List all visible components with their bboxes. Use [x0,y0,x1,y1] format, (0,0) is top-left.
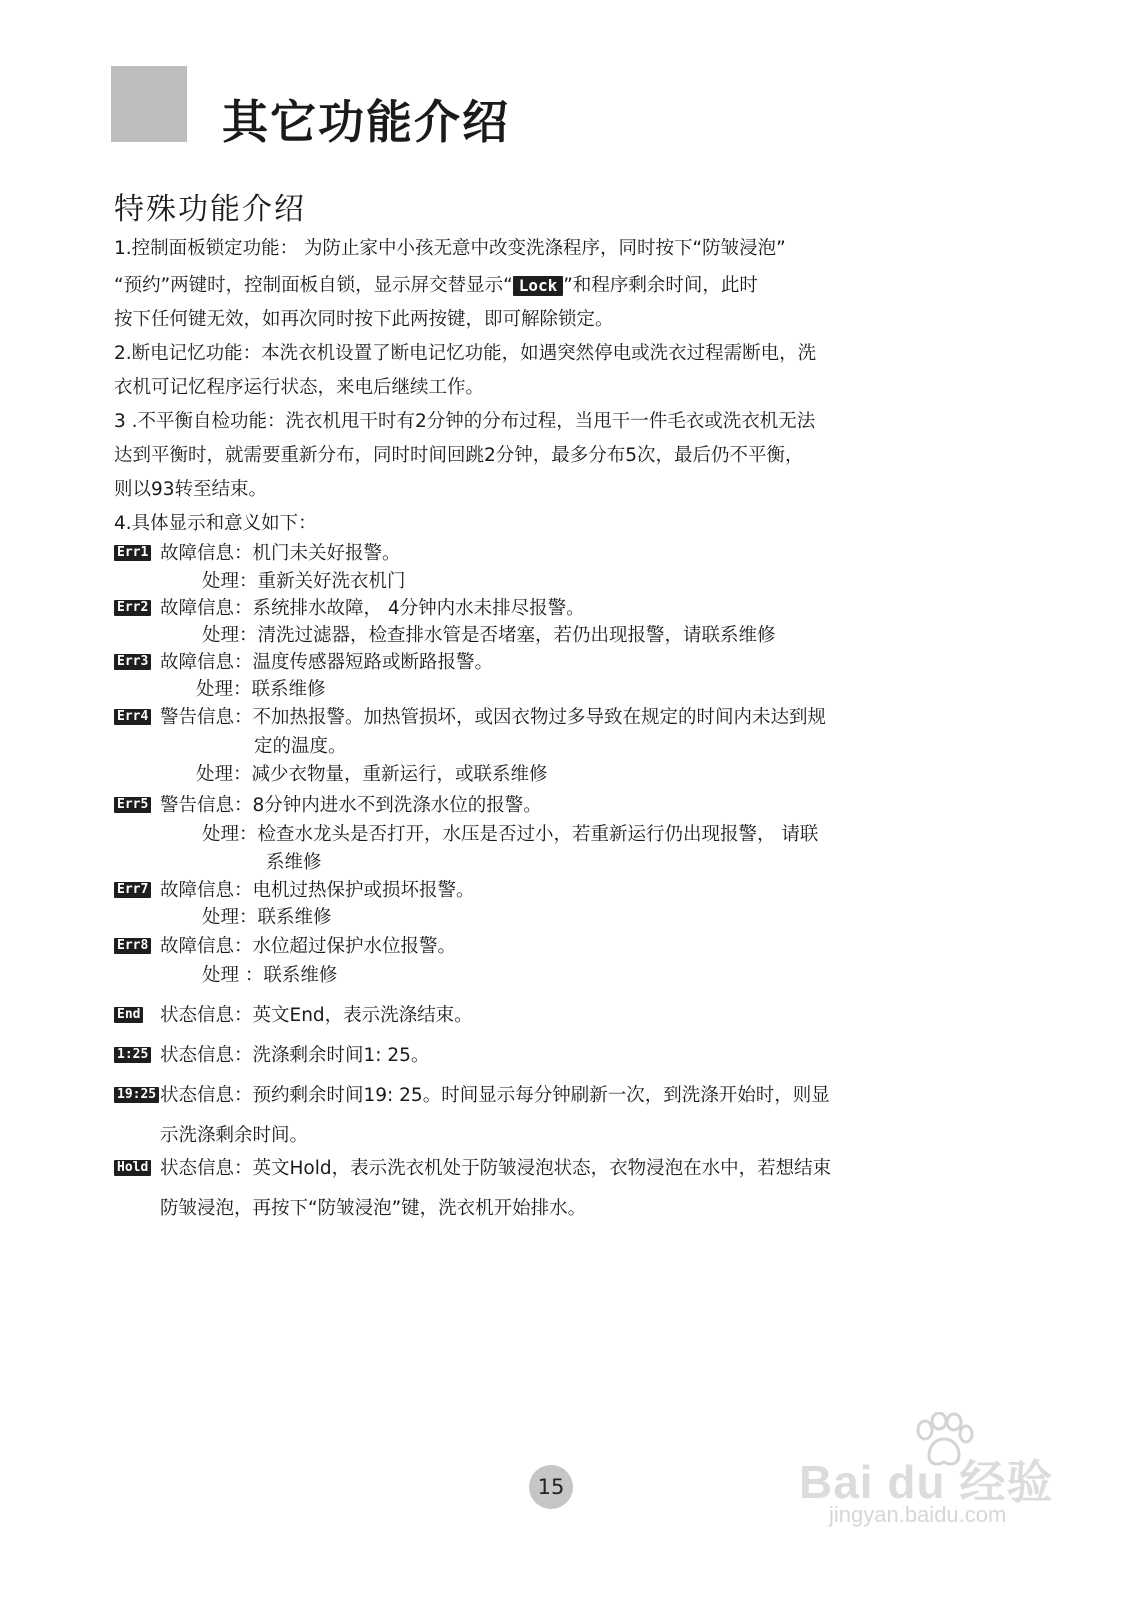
feature-3-line-1: 3 .不平衡自检功能：洗衣机甩干时有2分钟的分布过程，当甩干一件毛衣或洗衣机无法 [114,411,816,432]
feature-3-line-2: 达到平衡时，就需要重新分布，同时时间回跳2分钟，最多分布5次，最后仍不平衡， [114,445,804,466]
err2-action: 处理：清洗过滤器，检查排水管是否堵塞，若仍出现报警，请联系维修 [202,625,776,646]
err3-display: Err3 [114,654,151,670]
err8-display: Err8 [114,938,151,954]
baidu-watermark [799,1412,1054,1532]
feature-2-line-2: 衣机可记忆程序运行状态，来电后继续工作。 [114,377,485,398]
end-display: End [114,1007,143,1023]
err7-action: 处理：联系维修 [202,907,332,928]
delay-time-info: 状态信息：预约剩余时间19: 25。时间显示每分钟刷新一次，到洗涤开始时，则显 [160,1085,830,1106]
feature-2-line-1: 2.断电记忆功能：本洗衣机设置了断电记忆功能，如遇突然停电或洗衣过程需断电，洗 [114,343,817,364]
section-title: 特殊功能介绍 [114,192,306,227]
err4-action: 处理：减少衣物量，重新运行，或联系维修 [196,764,548,785]
err4-display: Err4 [114,709,151,725]
err1-info: 故障信息：机门未关好报警。 [160,543,401,564]
err7-info: 故障信息：电机过热保护或损坏报警。 [160,880,475,901]
feature-1-line-2-pre: “预约”两键时，控制面板自锁，显示屏交替显示“ [114,275,513,296]
err5-action: 处理：检查水龙头是否打开，水压是否过小，若重新运行仍出现报警， 请联 [202,824,819,845]
hold-display: Hold [114,1160,151,1176]
err7-display: Err7 [114,882,151,898]
err3-info: 故障信息：温度传感器短路或断路报警。 [160,652,494,673]
err5-display: Err5 [114,797,151,813]
hold-info: 状态信息：英文Hold，表示洗衣机处于防皱浸泡状态，衣物浸泡在水中，若想结束 [160,1158,832,1179]
watermark-domain: jingyan.baidu.com [829,1502,1007,1527]
err8-info: 故障信息：水位超过保护水位报警。 [160,936,457,957]
err1-action: 处理：重新关好洗衣机门 [202,571,406,592]
hold-info-cont: 防皱浸泡，再按下“防皱浸泡”键，洗衣机开始排水。 [160,1198,587,1219]
err4-info-cont: 定的温度。 [254,736,347,757]
err1-display: Err1 [114,545,151,561]
page-title: 其它功能介绍 [222,95,510,149]
feature-1-line-3: 按下任何键无效，如再次同时按下此两按键，即可解除锁定。 [114,309,614,330]
watermark-brand: Bai du 经验 [799,1456,1054,1508]
chapter-marker [111,66,187,142]
feature-1-line-2 [114,276,758,296]
err2-display: Err2 [114,600,151,616]
feature-1-line-1: 1.控制面板锁定功能： 为防止家中小孩无意中改变洗涤程序，同时按下“防皱浸泡” [114,238,786,259]
feature-1-line-2-post: ”和程序剩余时间，此时 [563,275,758,296]
err8-action: 处理 ：联系维修 [202,965,338,986]
err5-info: 警告信息：8分钟内进水不到洗涤水位的报警。 [160,795,542,816]
feature-4-line-1: 4.具体显示和意义如下： [114,513,317,534]
remaining-time-display: 1:25 [114,1047,151,1063]
err2-info: 故障信息：系统排水故障， 4分钟内水未排尽报警。 [160,598,585,619]
err5-action-cont: 系维修 [266,852,322,873]
err3-action: 处理：联系维修 [196,679,326,700]
feature-3-line-3: 则以93转至结束。 [114,479,268,500]
lock-display: Lock [513,276,564,296]
delay-time-info-cont: 示洗涤剩余时间。 [160,1125,309,1146]
remaining-time-info: 状态信息：洗涤剩余时间1: 25。 [160,1045,430,1066]
delay-time-display: 19:25 [114,1087,159,1103]
err4-info: 警告信息：不加热报警。加热管损坏，或因衣物过多导致在规定的时间内未达到规 [160,707,827,728]
page-number: 15 [529,1465,573,1509]
end-info: 状态信息：英文End，表示洗涤结束。 [160,1005,473,1026]
